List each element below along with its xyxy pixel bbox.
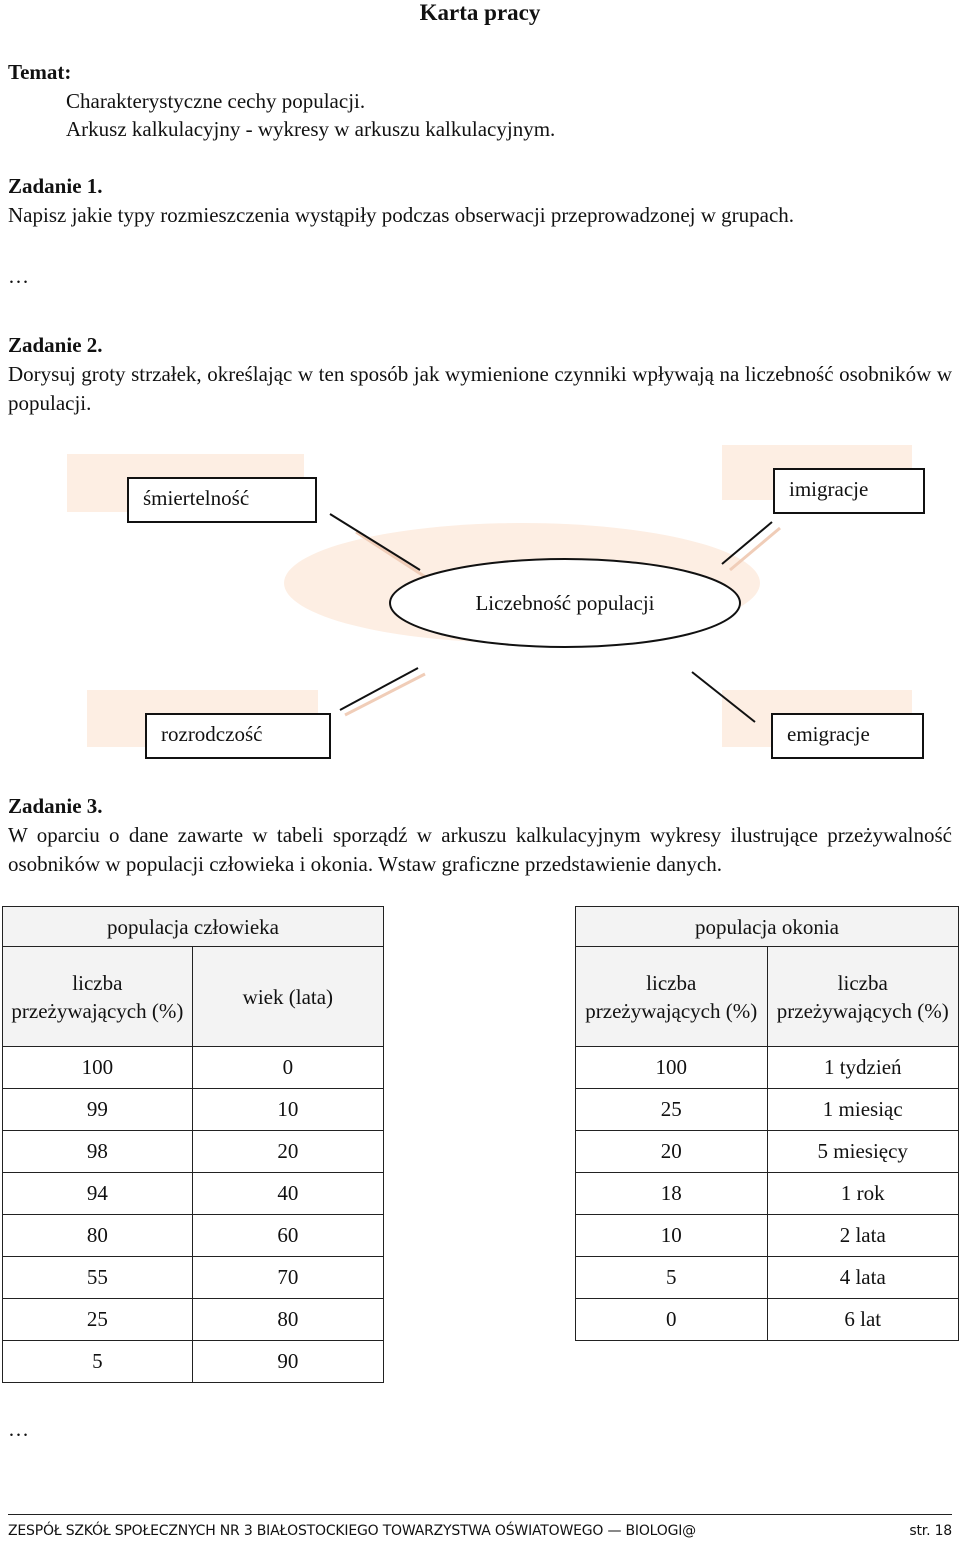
table-row	[3, 1299, 384, 1341]
human-survival-table	[2, 906, 384, 1383]
table-row	[576, 1173, 959, 1215]
table-row	[3, 1089, 384, 1131]
topic-label: Temat:	[8, 60, 72, 84]
perch-survival-table	[575, 906, 959, 1341]
table-row	[3, 1047, 384, 1089]
connector-bottom-left[interactable]	[340, 668, 418, 710]
footer-divider	[8, 1514, 952, 1515]
perch-age-cell: 5 miesięcy	[767, 1131, 959, 1173]
factor-box-immigration: imigracje	[773, 468, 925, 514]
perch-age-cell: 2 lata	[767, 1215, 959, 1257]
human-survivors-cell: 94	[3, 1173, 193, 1215]
human-survivors-cell: 98	[3, 1131, 193, 1173]
page-title: Karta pracy	[419, 0, 541, 25]
human-age-cell: 10	[192, 1089, 383, 1131]
perch-survivors-cell: 25	[576, 1089, 768, 1131]
table-row	[576, 1131, 959, 1173]
perch-header-age: liczba przeżywających (%)	[767, 947, 959, 1047]
task2-text: Dorysuj groty strzałek, określając w ten sposób jak wymienione czynniki wpływają na liczebność osobników w populacji.	[8, 362, 952, 415]
connector-shadow-bottom-left	[345, 674, 425, 715]
task3-ellipsis: …	[8, 1417, 29, 1441]
perch-survivors-cell: 20	[576, 1131, 768, 1173]
footer	[8, 1522, 952, 1540]
connector-bottom-right[interactable]	[692, 672, 755, 722]
task1-ellipsis: …	[8, 264, 29, 288]
connector-shadow-top-right	[730, 528, 780, 570]
human-survivors-cell: 5	[3, 1341, 193, 1383]
perch-header-survivors: liczba przeżywających (%)	[576, 947, 768, 1047]
table-row	[576, 1257, 959, 1299]
human-age-cell: 90	[192, 1341, 383, 1383]
human-header-age: wiek (lata)	[192, 947, 383, 1047]
human-survivors-cell: 80	[3, 1215, 193, 1257]
table-row	[576, 1299, 959, 1341]
perch-survivors-cell: 0	[576, 1299, 768, 1341]
topic-line-2: Arkusz kalkulacyjny - wykresy w arkuszu kalkulacyjnym.	[66, 117, 556, 141]
footer-school: ZESPÓŁ SZKÓŁ SPOŁECZNYCH NR 3 BIAŁOSTOCKIEGO TOWARZYSTWA OŚWIATOWEGO — BIOLOGI@	[8, 1523, 696, 1539]
perch-age-cell: 4 lata	[767, 1257, 959, 1299]
perch-survivors-cell: 5	[576, 1257, 768, 1299]
table-row	[576, 1089, 959, 1131]
human-age-cell: 40	[192, 1173, 383, 1215]
perch-age-cell: 6 lat	[767, 1299, 959, 1341]
task1-text: Napisz jakie typy rozmieszczenia wystąpiły podczas obserwacji przeprowadzonej w grupach.	[8, 203, 795, 227]
human-age-cell: 0	[192, 1047, 383, 1089]
table-row	[576, 1047, 959, 1089]
factor-box-emigration: emigracje	[771, 713, 924, 759]
perch-survivors-cell: 100	[576, 1047, 768, 1089]
perch-age-cell: 1 rok	[767, 1173, 959, 1215]
task1-label: Zadanie 1.	[8, 174, 103, 198]
table-row	[576, 1215, 959, 1257]
table-row	[3, 1257, 384, 1299]
table-row	[3, 1131, 384, 1173]
factor-box-mortality: śmiertelność	[127, 477, 317, 523]
human-survivors-cell: 99	[3, 1089, 193, 1131]
table-row	[3, 1215, 384, 1257]
human-age-cell: 70	[192, 1257, 383, 1299]
center-label: Liczebność populacji	[475, 591, 655, 615]
table-row	[3, 1173, 384, 1215]
connector-top-right[interactable]	[722, 522, 772, 564]
footer-page-number: str. 18	[909, 1523, 952, 1539]
human-header-survivors: liczba przeżywających (%)	[3, 947, 193, 1047]
human-survivors-cell: 55	[3, 1257, 193, 1299]
human-age-cell: 20	[192, 1131, 383, 1173]
topic-line-1: Charakterystyczne cechy populacji.	[66, 89, 366, 113]
task3-text: W oparciu o dane zawarte w tabeli sporządź w arkuszu kalkulacyjnym wykresy ilustrujące przeżywalność osobników w populacji człowieka i okonia. Wstaw graficzne przedstawienie danych.	[8, 823, 952, 876]
factor-box-natality: rozrodczość	[145, 713, 331, 759]
human-survivors-cell: 25	[3, 1299, 193, 1341]
perch-table-caption: populacja okonia	[576, 907, 959, 947]
table-row	[3, 1341, 384, 1383]
task2-label: Zadanie 2.	[8, 333, 103, 357]
human-age-cell: 80	[192, 1299, 383, 1341]
perch-survivors-cell: 18	[576, 1173, 768, 1215]
human-age-cell: 60	[192, 1215, 383, 1257]
human-survivors-cell: 100	[3, 1047, 193, 1089]
task3-label: Zadanie 3.	[8, 794, 103, 818]
perch-survivors-cell: 10	[576, 1215, 768, 1257]
perch-age-cell: 1 miesiąc	[767, 1089, 959, 1131]
perch-age-cell: 1 tydzień	[767, 1047, 959, 1089]
human-table-caption: populacja człowieka	[3, 907, 384, 947]
